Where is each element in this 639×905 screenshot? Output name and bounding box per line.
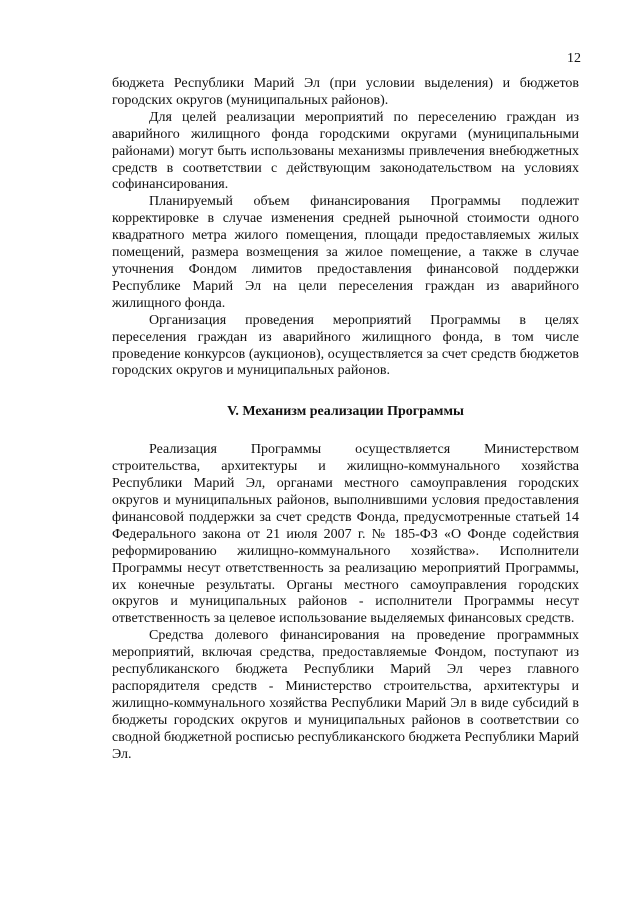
page-number: 12 (567, 51, 581, 66)
paragraph-continuation: бюджета Республики Марий Эл (при условии выделения) и бюджетов городских округов (муниципальных районов). (112, 76, 579, 108)
document-body (112, 76, 579, 764)
section-heading: V. Механизм реализации Программы (227, 404, 464, 420)
paragraph-financing-adjustment: Планируемый объем финансирования Программы подлежит корректировке в случае изменения средней рыночной стоимости одного квадратного метра жилого помещения, площади предоставляемых жилых помещений, размера возмещения за жилое помещение, а также в случае уточнения Фондом лимитов предоставления финансовой поддержки Республике Марий Эл на цели переселения граждан из аварийного жилищного фонда. (112, 194, 579, 311)
paragraph-implementation: Реализация Программы осуществляется Министерством строительства, архитектуры и жилищно-коммунального хозяйства Республики Марий Эл, органами местного самоуправления городских округов и муниципальных районов, выполнившими условия предоставления финансовой поддержки за счет средств Фонда, предусмотренные статьей 14 Федерального закона от 21 июля 2007 г. № 185-ФЗ «О Фонде содействия реформированию жилищно-коммунального хозяйства». Исполнители Программы несут ответственность за реализацию мероприятий Программы, их конечные результаты. Органы местного самоуправления городских округов и муниципальных районов - исполнители Программы несут ответственность за целевое использование выделяемых финансовых средств. (112, 442, 579, 627)
paragraph-tender-organization: Организация проведения мероприятий Программы в целях переселения граждан из аварийного жилищного фонда, в том числе проведение конкурсов (аукционов), осуществляется за счет средств бюджетов городских округов и муниципальных районов. (112, 312, 579, 379)
paragraph-extrabudgetary-funds: Для целей реализации мероприятий по переселению граждан из аварийного жилищного фонда городскими округами (муниципальными районами) могут быть использованы механизмы привлечения внебюджетных средств в соответствии с действующим законодательством на условиях софинансирования. (112, 109, 579, 193)
paragraph-cofinancing: Средства долевого финансирования на проведение программных мероприятий, включая средства, предоставляемые Фондом, поступают из республиканского бюджета Республики Марий Эл через главного распорядителя средств - Министерство строительства, архитектуры и жилищно-коммунального хозяйства Республики Марий Эл в виде субсидий в бюджеты городских округов и муниципальных районов в соответствии со сводной бюджетной росписью республиканского бюджета Республики Марий Эл. (112, 628, 579, 762)
